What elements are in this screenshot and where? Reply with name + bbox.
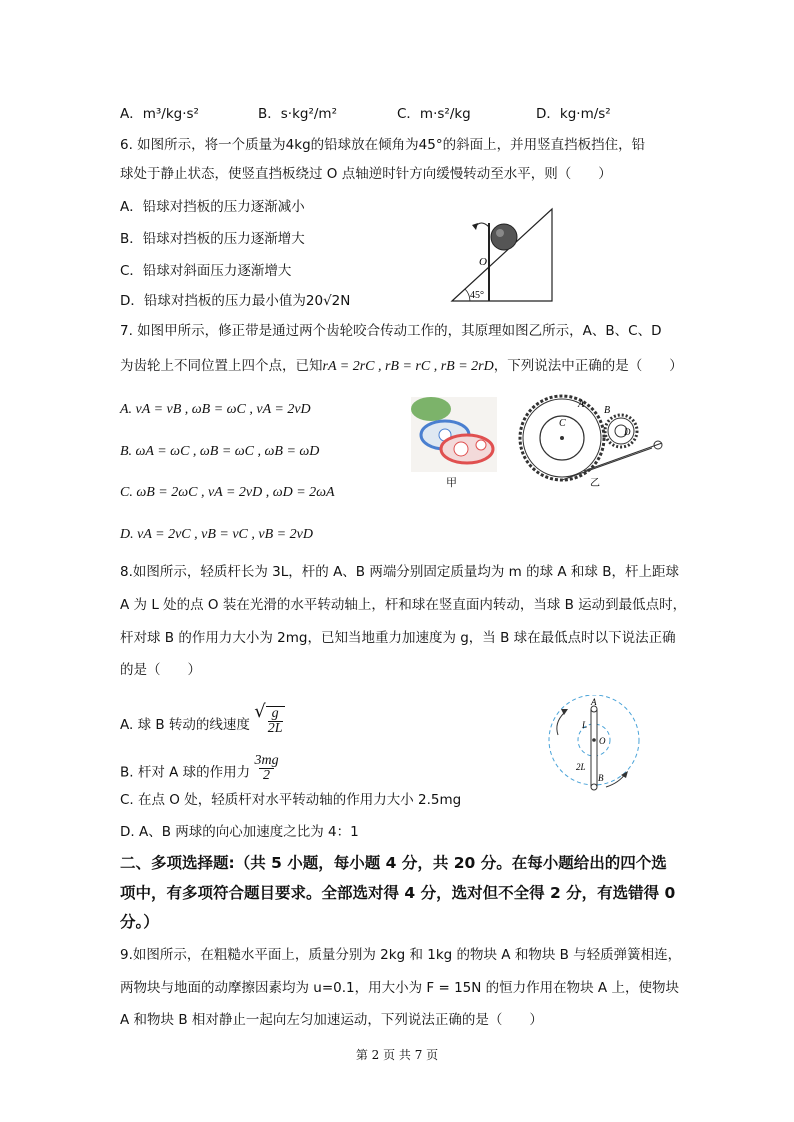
q8-stem-line1: 8.如图所示，轻质杆长为 3L，杆的 A、B 两端分别固定质量均为 m 的球 A 和球 B，杆上距球: [120, 564, 679, 580]
q8-stem-line3: 杆对球 B 的作用力大小为 2mg，已知当地重力加速度为 g，当 B 球在最低点时以下说法正确: [120, 630, 676, 646]
q6-option-a: A．铅球对挡板的压力逐渐减小: [120, 199, 305, 215]
q8-option-d: D. A、B 两球的向心加速度之比为 4：1: [120, 824, 359, 840]
q8-option-c: C. 在点 O 处，轻质杆对水平转动轴的作用力大小 2.5mg: [120, 792, 462, 808]
q6-option-b: B．铅球对挡板的压力逐渐增大: [120, 231, 305, 247]
q8-stem-line4: 的是（ ）: [120, 662, 201, 678]
q6-stem-line1: 6. 如图所示，将一个质量为4kg的铅球放在倾角为45°的斜面上，并用竖直挡板挡住，铅: [120, 137, 646, 153]
rotation-arrow-left: [557, 713, 564, 735]
q8-option-a-prefix: A. 球 B 转动的线速度: [120, 717, 250, 733]
q6-stem-line2: 球处于静止状态，使竖直挡板绕过 O 点轴逆时针方向缓慢转动至水平，则（ ）: [120, 166, 612, 182]
q8-rod-figure: [544, 695, 644, 795]
photo-green-object: [411, 397, 451, 421]
q5-option-d: D．kg·m/s²: [536, 106, 611, 122]
q6-option-d-value: 20√2N: [305, 293, 351, 309]
q5-option-a: A．m³/kg·s²: [120, 106, 199, 122]
rotation-arrow-left-head: [561, 709, 568, 715]
page-footer: 第 2 页 共 7 页: [355, 1048, 439, 1062]
q6-incline-figure: [448, 205, 558, 305]
q7-stem-line2-b: ，下列说法中正确的是（ ）: [493, 358, 683, 374]
q9-stem-line2: 两物块与地面的动摩擦因素均为 u=0.1，用大小为 F = 15N 的恒力作用在物块 A 上，使物块: [120, 980, 679, 996]
q7-fig-yi-label: 乙: [590, 478, 600, 488]
q8-fig-label-o: O: [599, 736, 606, 746]
pivot-o: [592, 738, 596, 742]
q7-stem-line2-a: 为齿轮上不同位置上四个点，已知: [120, 358, 323, 374]
q7-option-c: C. ωB = 2ωC , vA = 2vD , ωD = 2ωA: [120, 485, 335, 500]
q5-option-c: C．m·s²/kg: [397, 106, 471, 122]
q6-option-c: C．铅球对斜面压力逐渐增大: [120, 263, 292, 279]
photo-red-gear: [454, 442, 468, 456]
q8-option-a-num: g: [271, 706, 279, 721]
section2-line3: 分。）: [120, 913, 159, 931]
q7-option-d: D. vA = 2vC , vB = vC , vB = 2vD: [120, 527, 313, 542]
q8-option-a-den: 2L: [267, 721, 283, 736]
q7-gear-diagram: [512, 393, 672, 488]
q7-stem-line2: [120, 356, 683, 377]
q7-fig-label-c: C: [559, 418, 566, 429]
q7-photo-correction-tape: [411, 397, 497, 472]
q7-fig-label-d: D: [624, 427, 631, 437]
q7-condition: rA = 2rC , rB = rC , rB = 2rD: [322, 359, 494, 374]
incline-triangle: [452, 209, 552, 301]
tape-line-1: [562, 448, 652, 480]
q8-option-b-prefix: B. 杆对 A 球的作用力: [120, 764, 251, 781]
photo-red-gear-small: [476, 440, 486, 450]
q6-option-d: [120, 291, 350, 311]
q5-option-b: B．s·kg²/m²: [258, 106, 337, 122]
q8-stem-line2: A 为 L 处的点 O 装在光滑的水平转动轴上，杆和球在竖直面内转动，当球 B 运动到最低点时，: [120, 597, 687, 613]
q8-option-b-num: 3mg: [254, 753, 279, 768]
q8-option-b: [120, 753, 279, 787]
lead-ball: [491, 224, 517, 250]
q8-option-b-den: 2: [259, 768, 274, 783]
q8-option-a: A. 球 B 转动的线速度 √ $\frac{g}{2L}$: [120, 701, 283, 736]
q7-fig-label-a: A: [578, 399, 585, 410]
q6-angle-label: 45°: [470, 290, 484, 301]
large-gear-axis: [560, 436, 564, 440]
q7-fig-label-b: B: [604, 405, 611, 416]
q8-fig-label-2l: 2L: [576, 762, 586, 772]
q9-stem-line3: A 和物块 B 相对静止一起向左匀加速运动，下列说法正确的是（ ）: [120, 1012, 543, 1028]
section2-line1: 二、多项选择题:（共 5 小题，每小题 4 分，共 20 分。在每小题给出的四个选: [120, 854, 667, 872]
q7-option-b: B. ωA = ωC , ωB = ωC , ωB = ωD: [120, 444, 320, 459]
q9-stem-line1: 9.如图所示，在粗糙水平面上，质量分别为 2kg 和 1kg 的物块 A 和物块 B 与轻质弹簧相连，: [120, 947, 682, 963]
rod: [591, 709, 597, 787]
lead-ball-highlight: [496, 229, 504, 237]
rotation-arrow-right-head: [621, 771, 628, 778]
q8-fig-label-l: L: [582, 720, 588, 730]
q7-fig-jia-label: 甲: [446, 476, 457, 489]
ball-b: [591, 784, 597, 790]
q7-option-a: A. vA = vB , ωB = ωC , vA = 2vD: [120, 402, 311, 417]
small-gear-teeth: [605, 415, 637, 447]
q6-label-o: O: [479, 256, 487, 268]
q6-option-d-prefix: D．铅球对挡板的压力最小值为: [120, 293, 306, 309]
section2-line2: 项中，有多项符合题目要求。全部选对得 4 分，选对但不全得 2 分，有选错得 0: [120, 884, 676, 902]
q7-stem-line1: 7. 如图甲所示，修正带是通过两个齿轮咬合传动工作的，其原理如图乙所示，A、B、C、D: [120, 323, 662, 339]
q8-fig-label-b: B: [598, 773, 604, 783]
q8-fig-label-a: A: [591, 697, 597, 707]
rotation-arrow-head: [472, 223, 478, 230]
